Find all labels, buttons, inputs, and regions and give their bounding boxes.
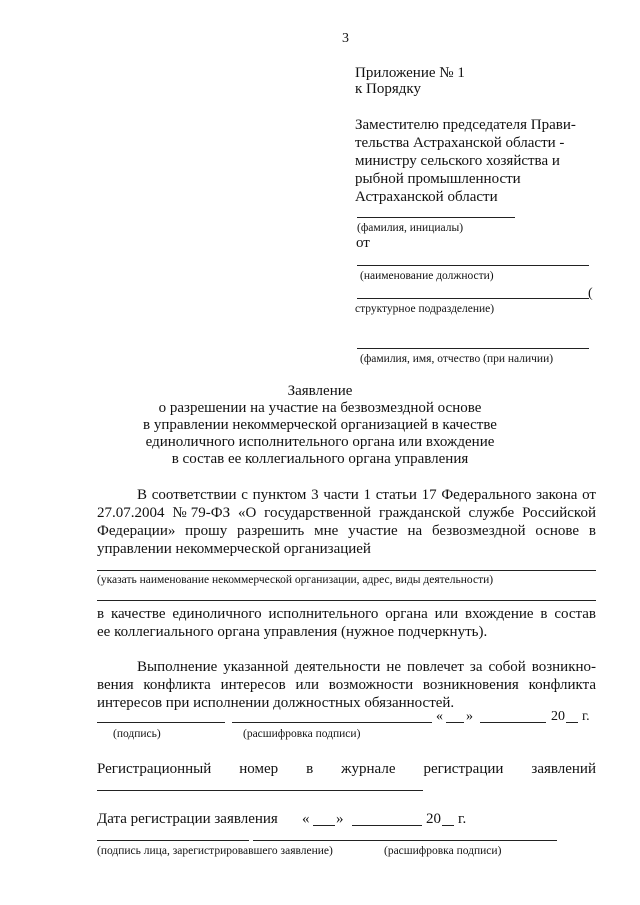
- title-line: в состав ее коллегиального органа управления: [171, 451, 469, 467]
- registration-year-prefix: 20: [426, 811, 441, 827]
- appendix-title: Приложение № 1: [355, 65, 465, 81]
- paragraph-line: управлении некоммерческой организацией: [97, 541, 371, 557]
- addressee-line: министру сельского хозяйства и: [355, 153, 560, 169]
- month-fill-line: [480, 722, 546, 723]
- registrar-decoding-fill-line: [253, 840, 557, 841]
- from-label: от: [356, 235, 370, 251]
- name-fill-line: [357, 217, 515, 218]
- page-number: 3: [342, 31, 349, 46]
- registrar-signature-caption: (подпись лица, зарегистрировавшего заявление): [97, 845, 333, 857]
- registration-month-fill-line: [352, 825, 422, 826]
- date-open-quote: «: [436, 709, 443, 724]
- addressee-line: рыбной промышленности: [355, 171, 521, 187]
- unit-fill-line: [357, 298, 589, 299]
- paragraph-line: 27.07.2004 №79-ФЗ «О государственной гражданской службе Российской: [97, 505, 596, 521]
- unit-caption: структурное подразделение): [355, 303, 495, 315]
- fio-fill-line: [357, 348, 589, 349]
- addressee-line: Заместителю председателя Прави-: [355, 117, 576, 133]
- registrar-decoding-caption: (расшифровка подписи): [384, 845, 502, 857]
- appendix-subtitle: к Порядку: [355, 81, 421, 97]
- registration-date-open-quote: «: [302, 811, 310, 827]
- title-line: Заявление: [287, 383, 353, 399]
- addressee-line: тельства Астраханской области -: [355, 135, 565, 151]
- registration-number-label: Регистрационный номер в журнале регистрации заявлений: [97, 761, 596, 777]
- year-fill-line: [566, 722, 578, 723]
- day-fill-line: [446, 722, 464, 723]
- paragraph-line: Федерации» прошу разрешить мне участие на безвозмездной основе в: [97, 523, 596, 539]
- signature-caption: (подпись): [113, 728, 161, 740]
- position-caption: (наименование должности): [360, 270, 494, 282]
- registrar-signature-fill-line: [97, 840, 249, 841]
- paragraph-line: интересов при исполнении должностных обязанностей.: [97, 695, 455, 711]
- date-close-quote: »: [466, 709, 473, 724]
- paragraph-line: вения конфликта интересов или возможности возникновения конфликта: [97, 677, 596, 693]
- signature-fill-line: [97, 722, 225, 723]
- role-line: в качестве единоличного исполнительного органа или вхождение в состав: [97, 606, 596, 622]
- name-caption: (фамилия, инициалы): [357, 222, 464, 234]
- registration-date-label: Дата регистрации заявления: [97, 811, 278, 827]
- registration-day-fill-line: [313, 825, 335, 826]
- decoding-caption: (расшифровка подписи): [243, 728, 361, 740]
- organization-fill-line-2: [97, 600, 596, 601]
- registration-year-suffix: г.: [458, 811, 467, 827]
- position-fill-line: [357, 265, 589, 266]
- registration-year-fill-line: [442, 825, 454, 826]
- year-prefix: 20: [551, 709, 565, 724]
- year-suffix: г.: [582, 709, 590, 724]
- unit-bracket: (: [588, 286, 593, 301]
- addressee-line: Астраханской области: [355, 189, 498, 205]
- role-line: ее коллегиального органа управления (нужное подчеркнуть).: [97, 624, 488, 640]
- title-line: о разрешении на участие на безвозмездной основе: [158, 400, 482, 416]
- title-line: в управлении некоммерческой организацией в качестве: [143, 417, 497, 433]
- fio-caption: (фамилия, имя, отчество (при наличии): [360, 353, 554, 365]
- paragraph-line: В соответствии с пунктом 3 части 1 статьи 17 Федерального закона от: [137, 487, 596, 503]
- registration-number-fill-line: [97, 790, 423, 791]
- title-line: единоличного исполнительного органа или вхождение: [145, 434, 495, 450]
- paragraph-line: Выполнение указанной деятельности не повлечет за собой возникно-: [137, 659, 596, 675]
- registration-date-close-quote: »: [336, 811, 344, 827]
- organization-caption: (указать наименование некоммерческой организации, адрес, виды деятельности): [97, 574, 494, 586]
- decoding-fill-line: [232, 722, 432, 723]
- organization-fill-line: [97, 570, 596, 571]
